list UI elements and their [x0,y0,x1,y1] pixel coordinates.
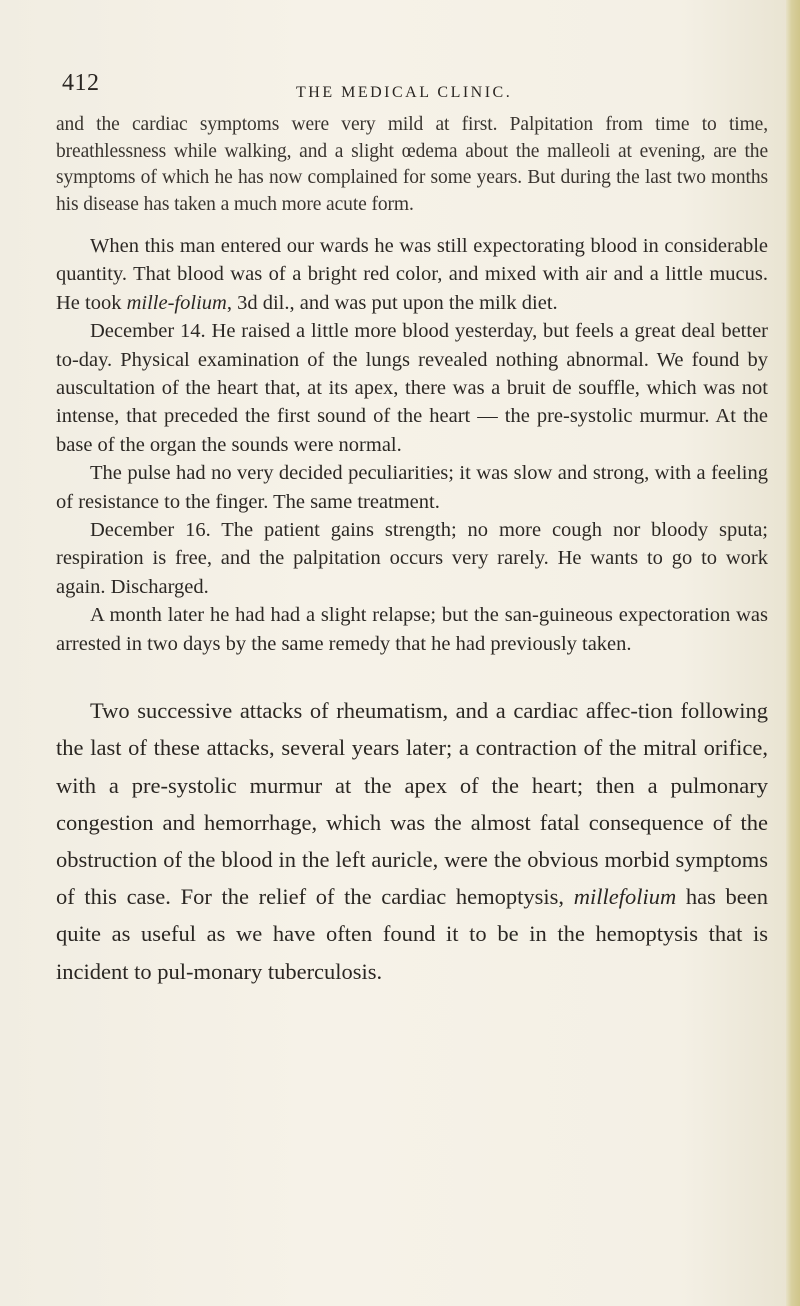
page-number: 412 [62,70,100,96]
paragraph-2-italic-remedy: mille-folium [126,291,227,314]
paragraph-3: December 14. He raised a little more blood yesterday, but feels a great deal better to-day. Physical examination of the lungs revealed nothing abnormal. We found by auscultation of the heart that, at its apex, there was a bruit de souffle, which was not intense, that preceded the first sound of the heart — the pre-systolic murmur. At the base of the organ the sounds were normal. [56,320,768,456]
paragraph-7-text-b: has been quite as useful as we have often found it to be in the hemoptysis that is incident to pul-monary tuberculosis. [56,884,768,984]
body-text [56,112,768,990]
paragraph-1: and the cardiac symptoms were very mild at first. Palpitation from time to time, breathlessness while walking, and a slight œdema about the malleoli at evening, are the symptoms of which he has now complained for some years. But during the last two months his disease has taken a much more acute form. [56,114,768,215]
paragraph-6: A month later he had had a slight relapse; but the san-guineous expectoration was arrested in two days by the same remedy that he had previously taken. [56,604,768,655]
paragraph-4: The pulse had no very decided peculiarities; it was slow and strong, with a feeling of resistance to the finger. The same treatment. [56,462,768,513]
paragraph-2-text-b: , 3d dil., and was put upon the milk diet. [226,291,558,314]
page-header [0,70,800,110]
page-edge-shadow [786,0,800,1306]
paragraph-7 [56,692,768,990]
paragraph-7-italic-remedy: millefolium [573,884,677,910]
paragraph-5: December 16. The patient gains strength; no more cough nor bloody sputa; respiration is free, and the palpitation occurs very rarely. He wants to go to work again. Discharged. [56,519,768,598]
paragraph-2-text-a: When this man entered our wards he was still expectorating blood in considerable quantity. That blood was of a bright red color, and mixed with air and a little mucus. He took [56,235,768,314]
paragraph-2 [56,232,768,317]
paragraph-7-text-a: Two successive attacks of rheumatism, and a cardiac affec-tion following the last of these attacks, several years later; a contraction of the mitral orifice, with a pre-systolic murmur at the apex of the heart; then a pulmonary congestion and hemorrhage, which was the almost fatal consequence of the obstruction of the blood in the left auricle, were the obvious morbid symptoms of this case. For the relief of the cardiac hemoptysis, [56,698,768,910]
running-head: THE MEDICAL CLINIC. [296,84,513,101]
